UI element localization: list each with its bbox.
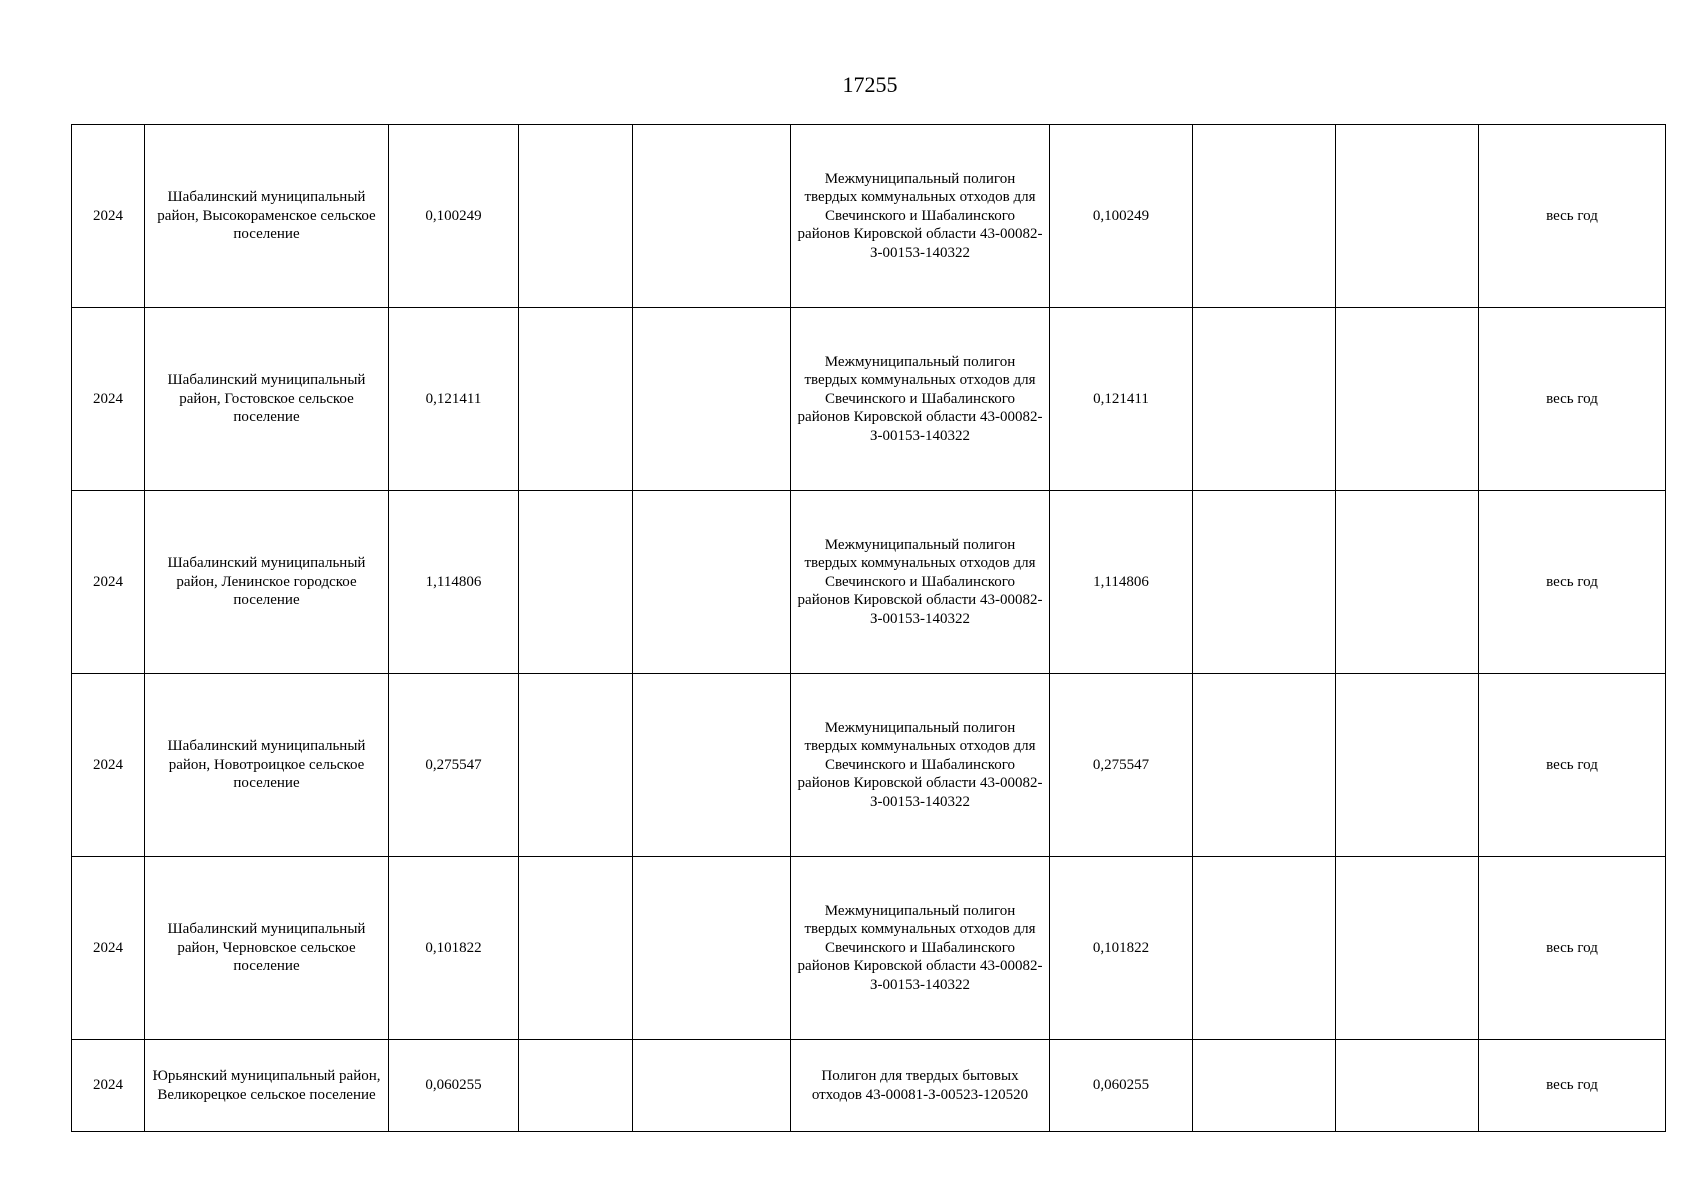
empty-cell [519,674,633,857]
municipality-cell: Шабалинский муниципальный район, Гостовское сельское поселение [145,308,389,491]
empty-cell [633,125,791,308]
year-cell: 2024 [72,491,145,674]
period-cell: весь год [1479,125,1666,308]
period-cell: весь год [1479,491,1666,674]
facility-cell: Полигон для твердых бытовых отходов 43-00081-З-00523-120520 [791,1040,1050,1132]
empty-cell [1193,125,1336,308]
year-cell: 2024 [72,125,145,308]
period-cell: весь год [1479,674,1666,857]
facility-amount-cell: 0,060255 [1050,1040,1193,1132]
year-cell: 2024 [72,674,145,857]
empty-cell [633,308,791,491]
empty-cell [633,491,791,674]
year-cell: 2024 [72,857,145,1040]
empty-cell [1336,857,1479,1040]
empty-cell [1193,674,1336,857]
table-row [72,1040,1666,1132]
table-row [72,125,1666,308]
table-row [72,674,1666,857]
facility-cell: Межмуниципальный полигон твердых коммунальных отходов для Свечинского и Шабалинского районов Кировской области 43-00082-З-00153-140322 [791,674,1050,857]
empty-cell [1336,308,1479,491]
empty-cell [519,857,633,1040]
empty-cell [519,491,633,674]
table-row [72,857,1666,1040]
period-cell: весь год [1479,1040,1666,1132]
facility-amount-cell: 0,100249 [1050,125,1193,308]
amount-cell: 0,101822 [389,857,519,1040]
year-cell: 2024 [72,308,145,491]
facility-cell: Межмуниципальный полигон твердых коммунальных отходов для Свечинского и Шабалинского районов Кировской области 43-00082-З-00153-140322 [791,125,1050,308]
municipality-cell: Шабалинский муниципальный район, Высокораменское сельское поселение [145,125,389,308]
year-cell: 2024 [72,1040,145,1132]
empty-cell [1336,125,1479,308]
municipality-cell: Шабалинский муниципальный район, Новотроицкое сельское поселение [145,674,389,857]
amount-cell: 1,114806 [389,491,519,674]
empty-cell [633,857,791,1040]
table-row [72,308,1666,491]
empty-cell [1336,674,1479,857]
empty-cell [519,308,633,491]
empty-cell [1193,491,1336,674]
period-cell: весь год [1479,857,1666,1040]
amount-cell: 0,060255 [389,1040,519,1132]
facility-amount-cell: 0,121411 [1050,308,1193,491]
empty-cell [519,125,633,308]
empty-cell [633,1040,791,1132]
facility-cell: Межмуниципальный полигон твердых коммунальных отходов для Свечинского и Шабалинского районов Кировской области 43-00082-З-00153-140322 [791,857,1050,1040]
empty-cell [1336,1040,1479,1132]
page-number: 17255 [842,72,898,97]
facility-cell: Межмуниципальный полигон твердых коммунальных отходов для Свечинского и Шабалинского районов Кировской области 43-00082-З-00153-140322 [791,491,1050,674]
facility-cell: Межмуниципальный полигон твердых коммунальных отходов для Свечинского и Шабалинского районов Кировской области 43-00082-З-00153-140322 [791,308,1050,491]
municipality-cell: Шабалинский муниципальный район, Черновское сельское поселение [145,857,389,1040]
empty-cell [1193,308,1336,491]
empty-cell [633,674,791,857]
amount-cell: 0,121411 [389,308,519,491]
empty-cell [1193,1040,1336,1132]
period-cell: весь год [1479,308,1666,491]
amount-cell: 0,275547 [389,674,519,857]
empty-cell [1336,491,1479,674]
amount-cell: 0,100249 [389,125,519,308]
facility-amount-cell: 1,114806 [1050,491,1193,674]
empty-cell [1193,857,1336,1040]
facility-amount-cell: 0,101822 [1050,857,1193,1040]
municipality-cell: Юрьянский муниципальный район, Великорецкое сельское поселение [145,1040,389,1132]
empty-cell [519,1040,633,1132]
municipality-cell: Шабалинский муниципальный район, Ленинское городское поселение [145,491,389,674]
table-row [72,491,1666,674]
waste-table [71,124,1666,1132]
facility-amount-cell: 0,275547 [1050,674,1193,857]
